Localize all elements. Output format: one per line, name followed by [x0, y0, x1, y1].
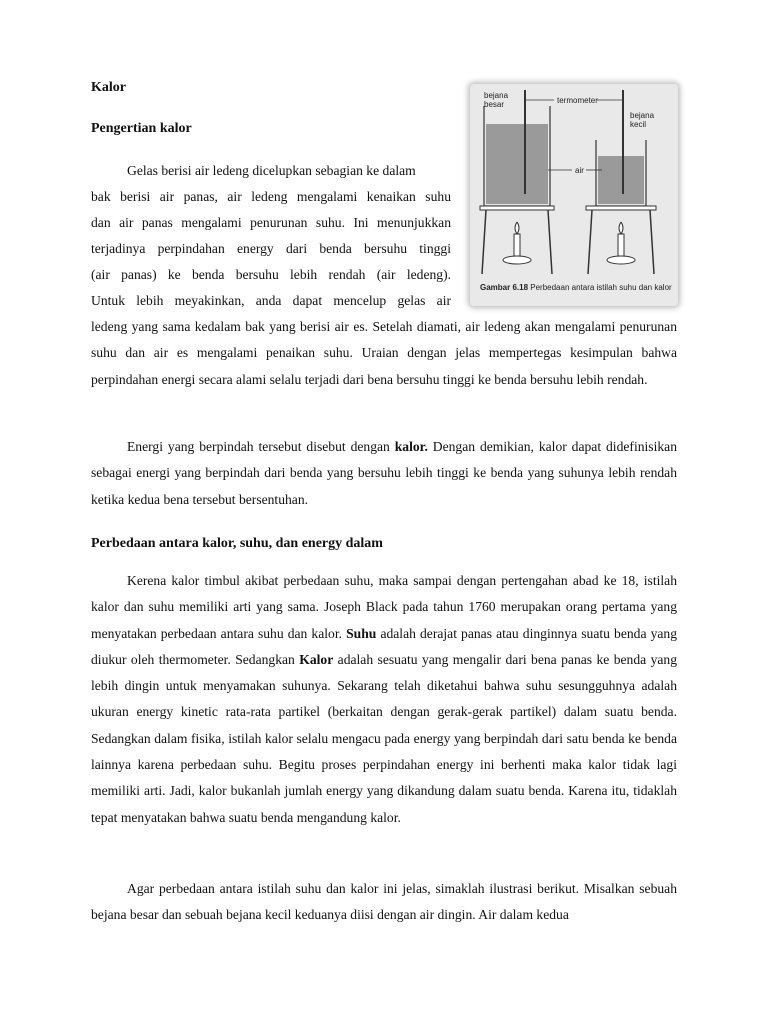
large-beaker-water	[486, 124, 548, 204]
text-line: dan air panas mengalami penurunan suhu. Ini menunjukkan	[91, 215, 451, 230]
paragraph-perbedaan: Kerena kalor timbul akibat perbedaan suhu, maka sampai dengan pertengahan abad ke 18, istilah kalor dan suhu memiliki arti yang sama. Joseph Black pada tahun 1760 merupakan orang pertama yang menyatakan perbedaan antara suhu dan kalor. Suhu adalah derajat panas atau dinginnya suatu benda yang diukur oleh thermometer. Sedangkan Kalor adalah sesuatu yang mengalir dari bena panas ke benda yang lebih dingin untuk menyamakan suhunya. Sekarang telah diketahui bahwa suhu sesungguhnya adalah ukuran energy kinetic rata-rata partikel (berkaitan dengan gerak-gerak partikel) dalam suatu benda. Sedangkan dalam fisika, istilah kalor selalu mengacu pada energy yang berpindah dari satu benda ke benda lainnya karena perbedaan suhu. Begitu proses perpindahan energy ini berhenti maka kalor tidak lagi memiliki arti. Jadi, kalor bukanlah jumlah energy yang dikandung dalam suatu benda. Karena itu, tidaklah tepat menyatakan bahwa suatu benda mengandung kalor.	[91, 573, 677, 825]
heading-perbedaan: Perbedaan antara kalor, suhu, dan energy dalam	[91, 536, 383, 551]
flame-right	[619, 222, 623, 234]
paragraph-ilustrasi: Agar perbedaan antara istilah suhu dan kalor ini jelas, simaklah ilustrasi berikut. Misalkan sebuah bejana besar dan sebuah bejana kecil keduanya diisi dengan air dingin. Air dalam kedua	[91, 881, 677, 923]
heading-pengertian: Pengertian kalor	[91, 121, 192, 136]
stand-top-left	[480, 206, 554, 210]
text-line: (air panas) ke benda bersuhu lebih rendah (air ledeng).	[91, 267, 451, 282]
paragraph-energi-kalor: Energi yang berpindah tersebut disebut dengan kalor. Dengan demikian, kalor dapat didefinisikan sebagai energi yang berpindah dari benda yang bersuhu lebih tinggi ke benda yang suhunya lebih rendah ketika kedua bena tersebut bersentuhan.	[91, 439, 677, 507]
label-bejana-besar: besar	[484, 100, 505, 109]
figure-beakers-illustration	[470, 84, 678, 306]
label-bejana-besar: bejana	[484, 91, 509, 100]
burner-right	[618, 234, 624, 256]
bold-term-kalor-2: Kalor	[299, 651, 334, 667]
figure-caption: Gambar 6.18 Perbedaan antara istilah suhu dan kalor	[480, 283, 672, 292]
stand-leg	[548, 210, 552, 274]
text-line: terjadinya perpindahan energy dari benda bersuhu tinggi	[91, 241, 451, 256]
bold-term-suhu: Suhu	[346, 625, 377, 641]
stand-top-right	[586, 206, 656, 210]
bold-term-kalor: kalor.	[394, 439, 428, 454]
label-air: air	[575, 166, 584, 175]
beakers-diagram	[470, 84, 678, 306]
burner-base-right	[607, 256, 635, 264]
small-beaker-water	[598, 156, 644, 204]
stand-leg	[482, 210, 486, 274]
burner-left	[514, 234, 520, 256]
text-line: Untuk lebih meyakinkan, anda dapat mencelup gelas air	[91, 293, 451, 308]
text-line: Gelas berisi air ledeng dicelupkan sebagian ke dalam	[127, 163, 416, 178]
stand-leg	[588, 210, 592, 274]
text-line: bak berisi air panas, air ledeng mengalami kenaikan suhu	[91, 189, 451, 204]
label-termometer: termometer	[557, 96, 598, 105]
flame-left	[515, 222, 519, 234]
paragraph-pengertian-continued: ledeng yang sama kedalam bak yang berisi air es. Setelah diamati, air ledeng akan mengalami penurunan suhu dan air es mengalami penaikan suhu. Uraian dengan jelas mempertegas kesimpulan bahwa perpindahan energi secara alami selalu terjadi dari bena bersuhu tinggi ke benda bersuhu lebih rendah.	[91, 319, 677, 387]
stand-leg	[650, 210, 654, 274]
label-bejana-kecil: bejana	[630, 111, 655, 120]
document-title: Kalor	[91, 80, 126, 95]
label-bejana-kecil: kecil	[630, 120, 647, 129]
burner-base-left	[503, 256, 531, 264]
